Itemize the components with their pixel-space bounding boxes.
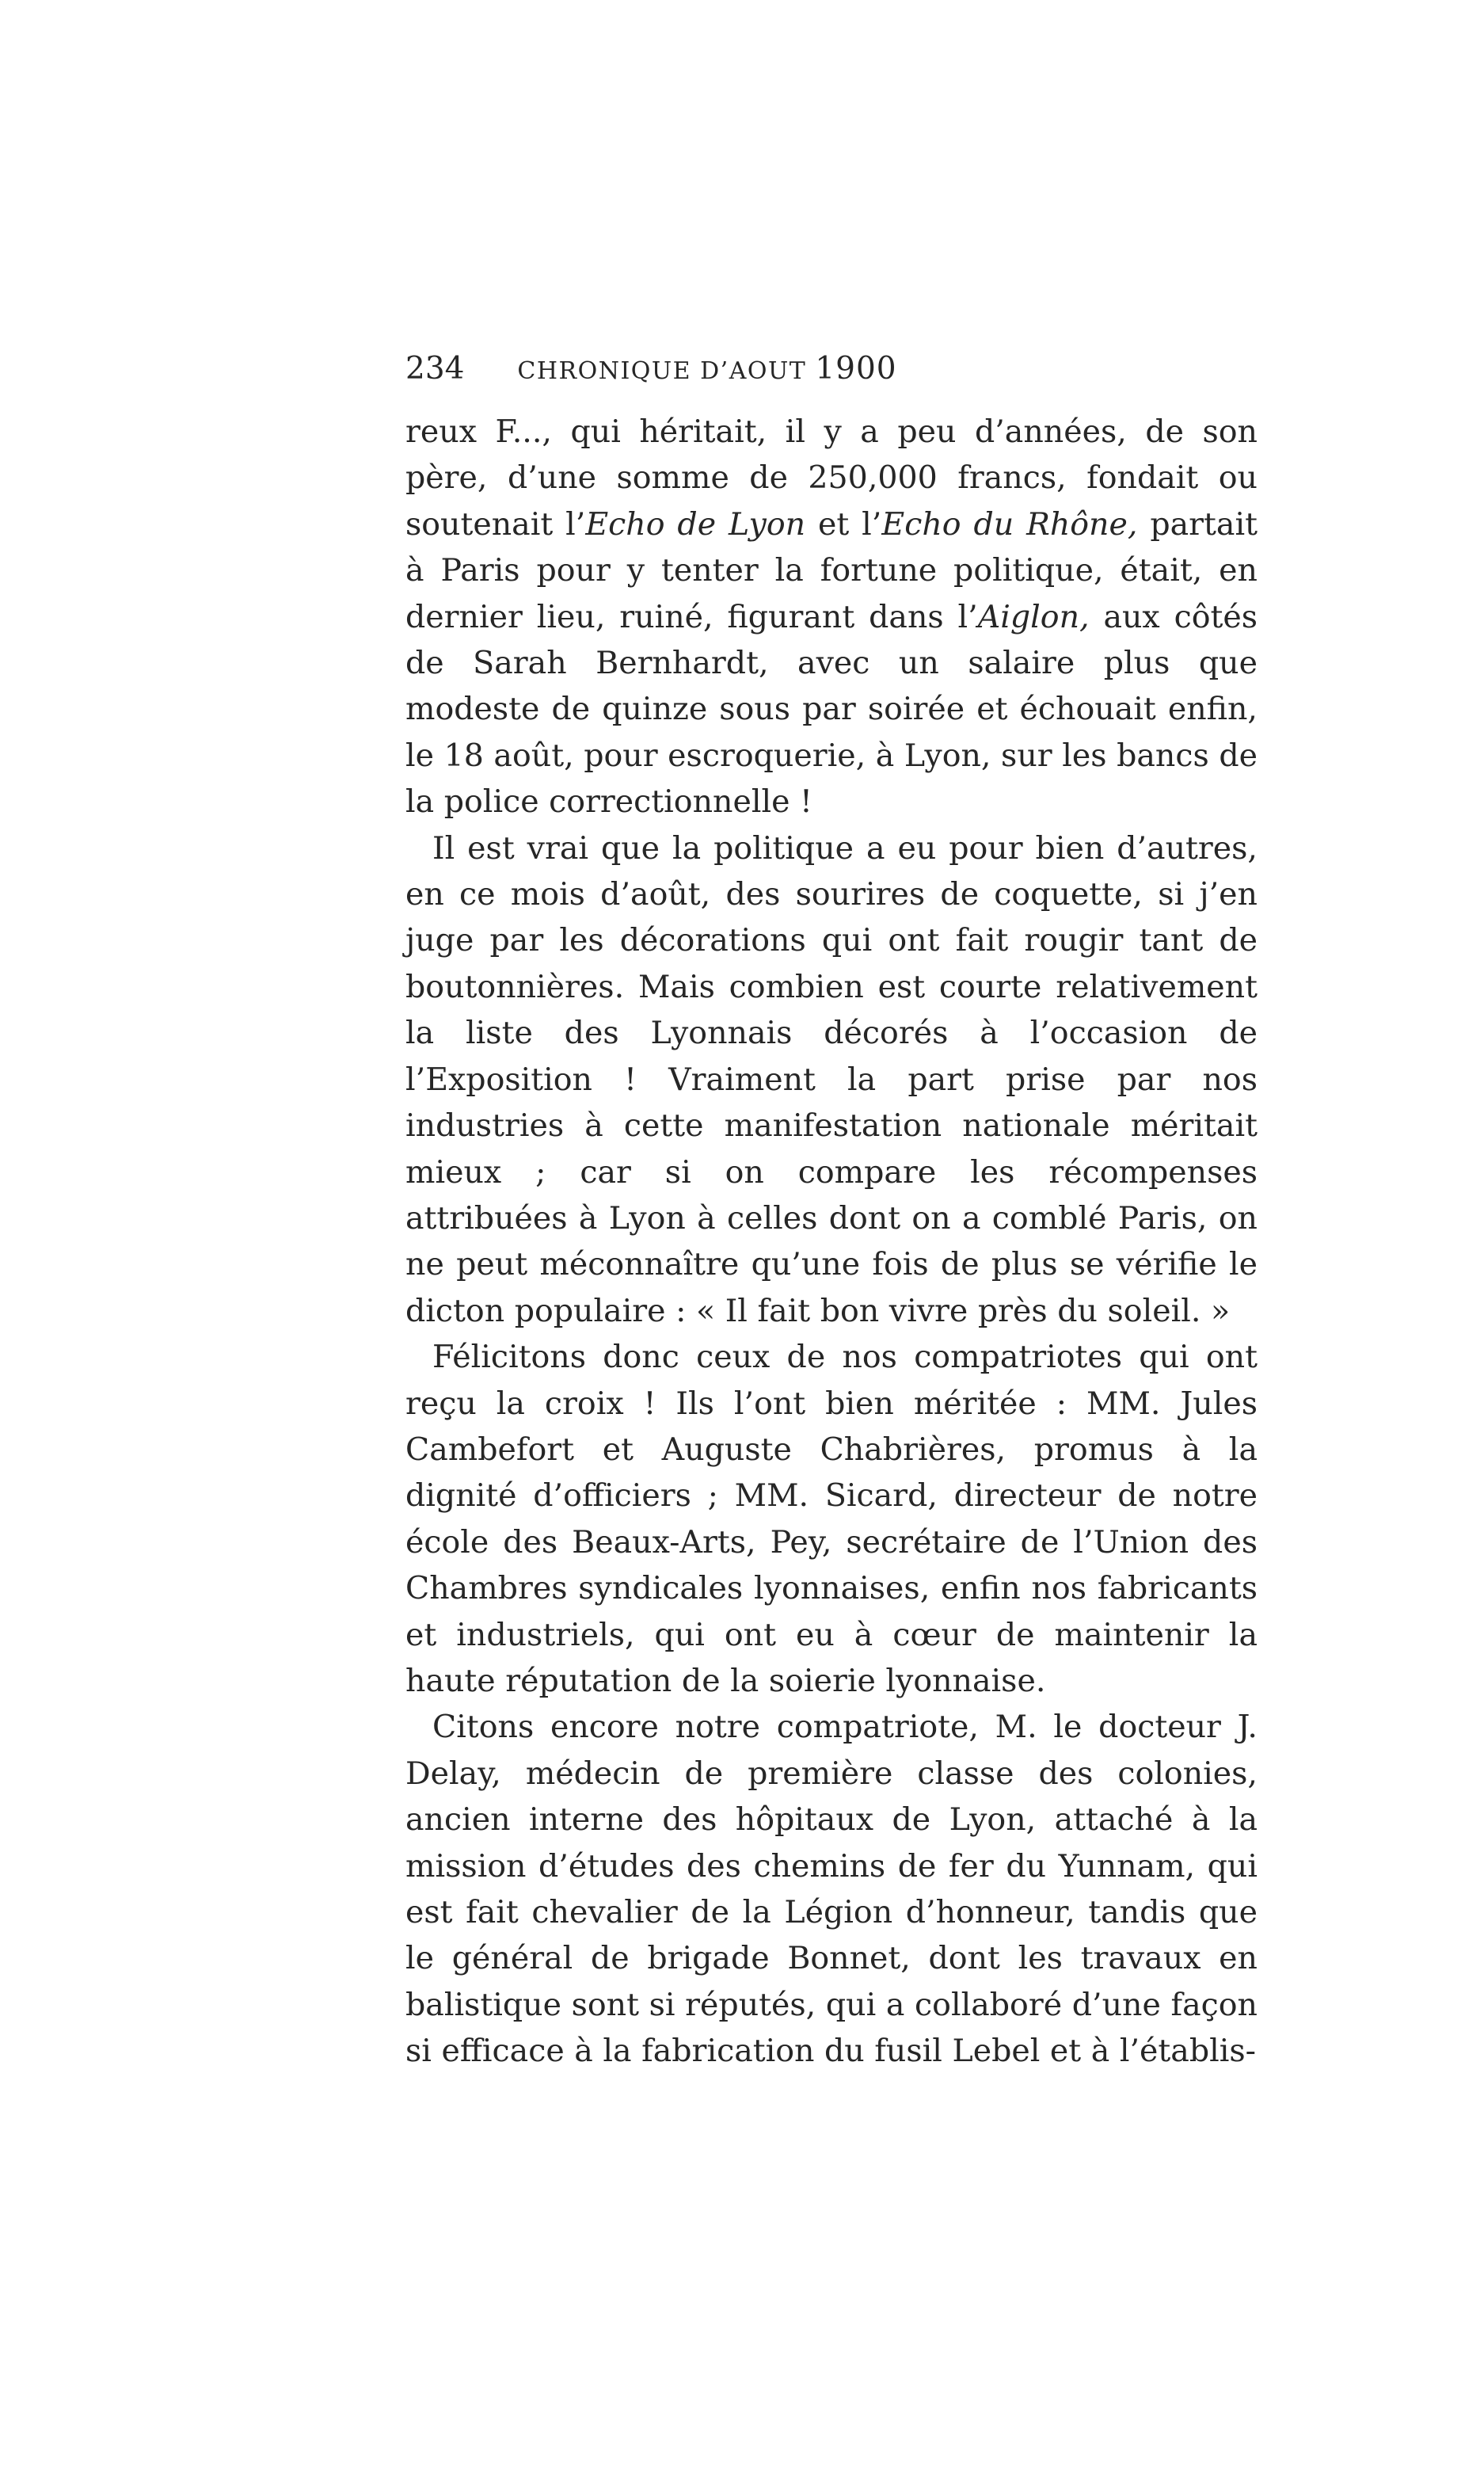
paragraph-2 <box>405 825 1258 1334</box>
italic-title: Echo de Lyon <box>585 505 806 543</box>
text-segment: et l’ <box>805 505 882 543</box>
text-segment: aux côtés de Sarah Bernhardt, avec un salaire plus que modeste de quinze sous par soirée et échouait enfin, le 18 août, pour escroquerie, à Lyon, sur les bancs de la police correctionnelle ! <box>405 598 1258 821</box>
text-segment: Il est vrai que la politique a eu pour bien d’autres, en ce mois d’août, des sourires de coquette, si j’en juge par les décorations qui ont fait rougir tant de boutonnières. Mais combien est courte relativement la liste des Lyonnais décorés à l’occasion de l’Exposition ! Vraiment la part prise par nos industries à cette manifestation nationale méritait mieux ; car si on compare les récompenses attribuées à Lyon à celles dont on a comblé Paris, on ne peut méconnaître qu’une fois de plus se vérifie le dicton populaire : « Il fait bon vivre près du soleil. » <box>405 829 1258 1329</box>
text-segment: reux F..., qui héritait, il y a peu d’années, de son père, d’une somme de 250,000 francs, fondait ou soutenait l’ <box>405 414 1258 543</box>
running-title-year: 1900 <box>815 351 897 387</box>
paragraph-1 <box>405 409 1258 825</box>
italic-title: Aiglon, <box>977 598 1090 635</box>
page-number: 234 <box>405 351 465 387</box>
body-text <box>405 409 1258 2075</box>
text-segment: Citons encore notre compatriote, M. le docteur J. Delay, médecin de première classe des colonies, ancien interne des hôpitaux de Lyon, attaché à la mission d’études des chemins de fer du Yunnam, qui est fait chevalier de la Légion d’honneur, tandis que le général de brigade Bonnet, dont les travaux en balistique sont si réputés, qui a collaboré d’une façon si efficace à la fabrication du fusil Lebel et à l’établis- <box>405 1709 1258 2070</box>
paragraph-3 <box>405 1334 1258 1704</box>
running-title <box>405 345 1009 395</box>
paragraph-4 <box>405 1704 1258 2074</box>
text-segment: partait à Paris pour y tenter la fortune politique, était, en dernier lieu, ruiné, figurant dans l’ <box>405 505 1258 635</box>
text-segment: Félicitons donc ceux de nos compatriotes qui ont reçu la croix ! Ils l’ont bien méritée : MM. Jules Cambefort et Auguste Chabrières, promus à la dignité d’officiers ; MM. Sicard, directeur de notre école des Beaux-Arts, Pey, secrétaire de l’Union des Chambres syndicales lyonnaises, enfin nos fabricants et industriels, qui ont eu à cœur de maintenir la haute réputation de la soierie lyonnaise. <box>405 1339 1258 1699</box>
running-title-text: CHRONIQUE D’AOUT <box>517 357 807 385</box>
running-header <box>405 345 1009 393</box>
italic-title: Echo du Rhône, <box>881 505 1138 543</box>
